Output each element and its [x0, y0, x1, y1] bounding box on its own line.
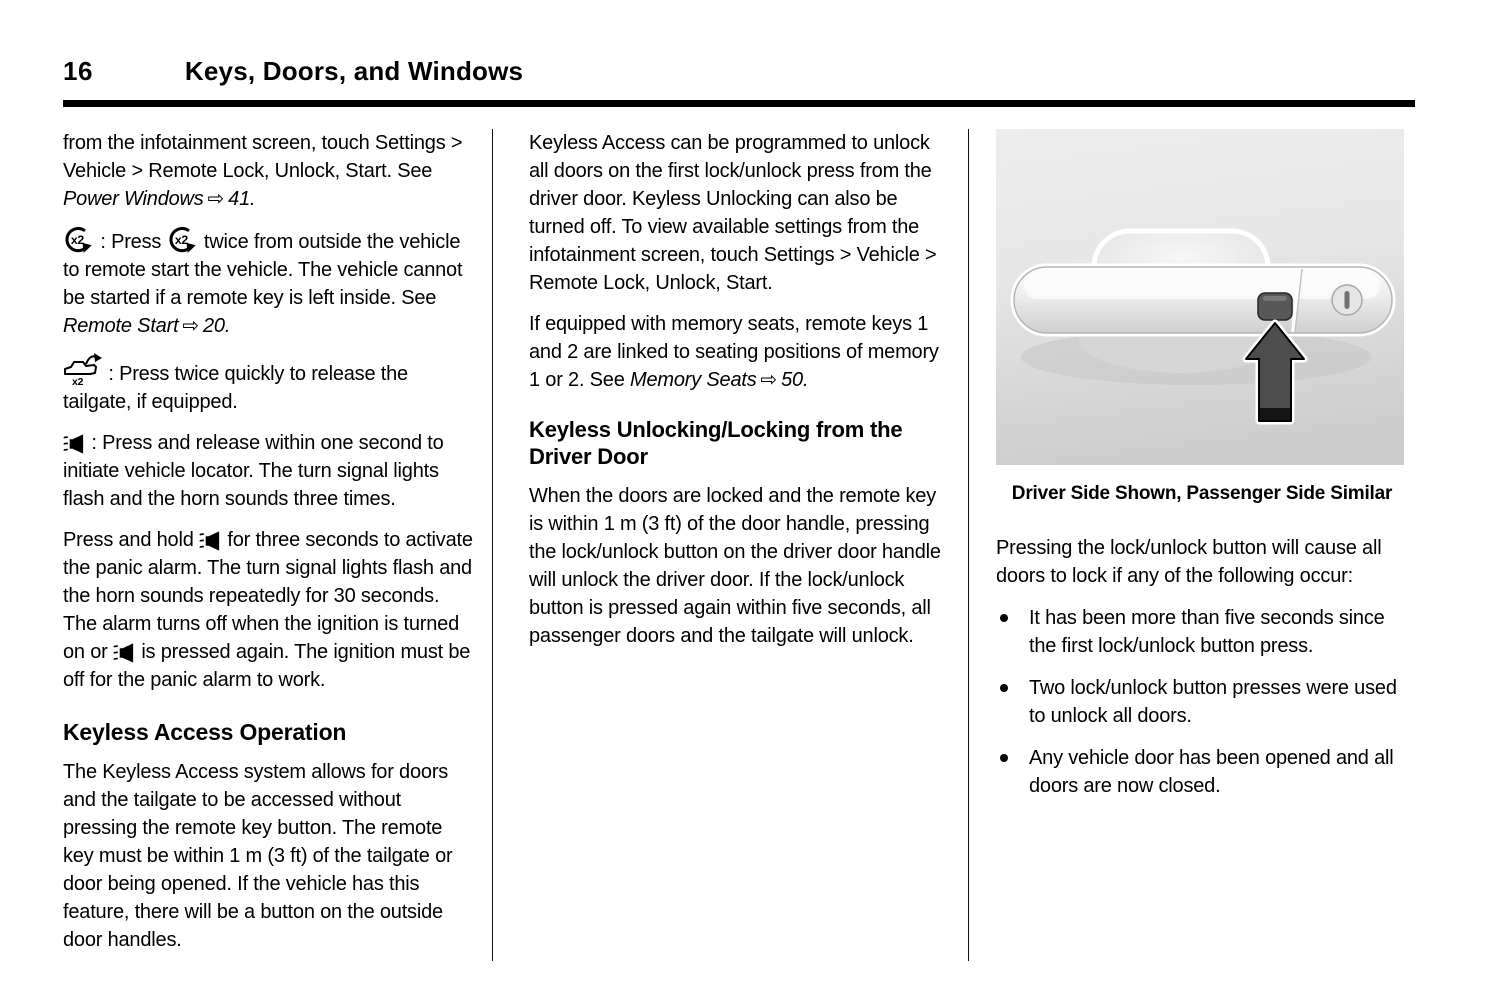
remote-start-icon [63, 226, 95, 254]
body-text: twice from outside the vehicle to remote start the vehicle. The vehicle cannot be started if a remote key is left inside. See [63, 231, 463, 309]
bullet-text: It has been more than five seconds since the first lock/unlock button press. [1029, 607, 1385, 657]
horn-icon [63, 433, 86, 455]
bullet-list [996, 604, 1408, 800]
figure-caption: Driver Side Shown, Passenger Side Similar [1011, 483, 1393, 504]
keyhole-slot [1345, 291, 1350, 309]
content-columns [0, 107, 1500, 961]
paragraph-settings-path [63, 129, 476, 213]
column-divider [492, 129, 493, 961]
page-header [0, 0, 1500, 107]
reference-arrow-icon: ⇨ [182, 315, 199, 337]
handle-highlight [1024, 273, 1380, 299]
button-highlight [1263, 296, 1287, 301]
body-text: is pressed again. The ignition must be off for the panic alarm to work. [63, 641, 471, 691]
paragraph-keyless-programming: Keyless Access can be programmed to unlock all doors on the first lock/unlock press from the driver door. Keyless Unlocking can also be turned off. To view available settings from the infotainment screen, touch Settings > Vehicle > Remote Lock, Unlock, Start. [529, 132, 937, 294]
bullet-dot [1000, 754, 1008, 762]
bullet-text: Two lock/unlock button presses were used to unlock all doors. [1029, 677, 1397, 727]
body-text: If equipped with memory seats, remote keys 1 and 2 are linked to seating positions of memory 1 or 2. See [529, 313, 939, 391]
cross-reference: Remote Start [63, 315, 179, 337]
bullet-dot [1000, 684, 1008, 692]
arrow-foot [1260, 408, 1290, 420]
tailgate-release-icon [63, 353, 103, 386]
reference-page: 50. [781, 369, 809, 391]
cross-reference: Power Windows [63, 188, 204, 210]
paragraph-keyless-access: The Keyless Access system allows for doors and the tailgate to be accessed without pressing the remote key button. The remote key must be within 1 m (3 ft) of the tailgate or door being opened. If the vehicle has this feature, there will be a button on the outside door handles. [63, 761, 453, 951]
remote-start-icon [167, 226, 199, 254]
remote-start-icon-label: x2 [70, 233, 85, 248]
paragraph-lock-conditions: Pressing the lock/unlock button will cause all doors to lock if any of the following occur: [996, 537, 1382, 587]
body-text: : Press twice quickly to release the tailgate, if equipped. [63, 363, 408, 413]
section-heading: Keyless Access Operation [63, 719, 347, 745]
bullet-text: Any vehicle door has been opened and all doors are now closed. [1029, 747, 1394, 797]
reference-page: 41. [228, 188, 256, 210]
subsection-heading: Keyless Unlocking/Locking from the Driver Door [529, 417, 903, 469]
horn-icon [199, 530, 222, 552]
list-item [996, 604, 1408, 660]
paragraph-vehicle-locator [63, 429, 476, 513]
bullet-dot [1000, 614, 1008, 622]
body-text: from the infotainment screen, touch Settings > Vehicle > Remote Lock, Unlock, Start. See [63, 132, 463, 182]
column-2 [529, 129, 941, 961]
body-text: : Press and release within one second to initiate vehicle locator. The turn signal lights flash and the horn sounds three times. [63, 432, 444, 510]
paragraph-memory-seats [529, 310, 941, 394]
horn-icon [113, 642, 136, 664]
list-item [996, 744, 1408, 800]
paragraph-remote-start [63, 226, 476, 340]
paragraph-driver-door-unlock: When the doors are locked and the remote key is within 1 m (3 ft) of the door handle, pressing the lock/unlock button on the driver door handle will unlock the driver door. If the lock/unlock button is pressed again within five seconds, all passenger doors and the tailgate will unlock. [529, 485, 941, 647]
list-item [996, 674, 1408, 730]
reference-arrow-icon: ⇨ [760, 369, 778, 391]
paragraph-panic-alarm [63, 526, 476, 694]
reference-arrow-icon: ⇨ [207, 188, 225, 210]
door-handle-illustration [996, 129, 1404, 465]
paragraph-tailgate-release [63, 353, 476, 416]
body-text: : Press [100, 231, 162, 253]
column-3 [996, 129, 1408, 961]
body-text: for three seconds to activate the panic alarm. The turn signal lights flash and the horn sounds repeatedly for 30 seconds. The alarm turns off when the ignition is turned on or [63, 529, 473, 663]
page-number: 16 [63, 56, 93, 86]
remote-start-icon-label: x2 [174, 233, 188, 248]
tailgate-icon-label: x2 [72, 376, 84, 386]
cross-reference: Memory Seats [630, 369, 757, 391]
column-divider [968, 129, 969, 961]
body-text: Press and hold [63, 529, 194, 551]
header-rule [63, 100, 1415, 107]
reference-page: 20. [203, 315, 231, 337]
chapter-title: Keys, Doors, and Windows [184, 56, 524, 86]
column-1 [63, 129, 476, 961]
